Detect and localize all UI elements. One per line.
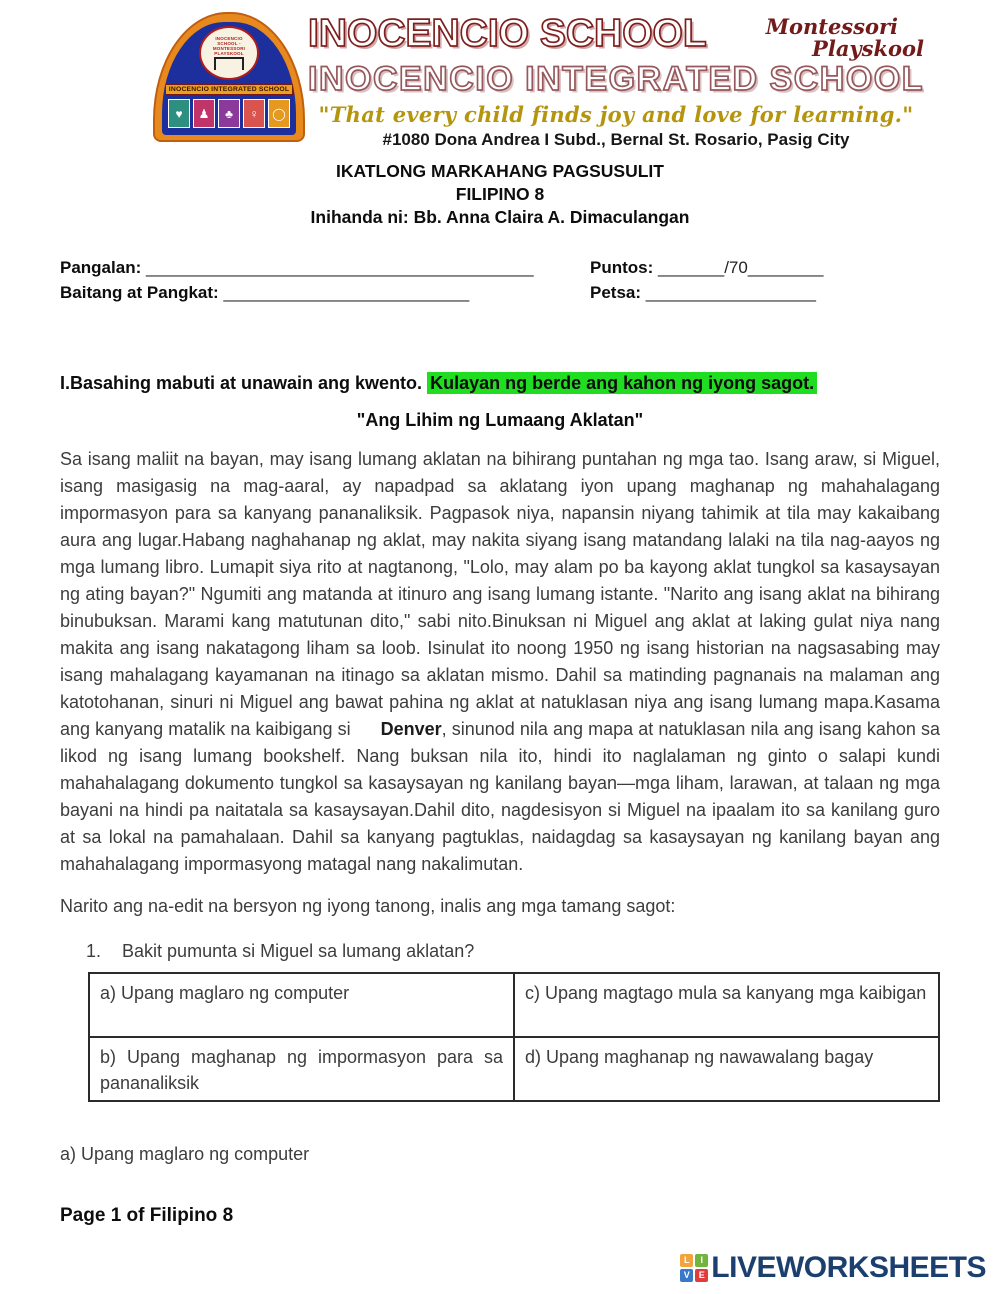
liveworksheets-grid-icon <box>680 1254 708 1282</box>
school-address: #1080 Dona Andrea I Subd., Bernal St. Rosario, Pasig City <box>382 130 850 149</box>
score-field[interactable]: _______/70________ <box>658 258 824 277</box>
heart-icon: ♥ <box>168 99 190 128</box>
exam-author: Inihanda ni: Bb. Anna Claira A. Dimaculangan <box>310 207 690 227</box>
exam-header <box>0 160 1000 229</box>
date-row <box>590 280 823 305</box>
story-text-part1: Sa isang maliit na bayan, may isang lumang aklatan na bihirang puntahan ng mga tao. Isang araw, si Miguel, isang masigasig na mag-aaral, ay napadpad sa aklatang iyon upang maghanap ng mahahalagang impormasyon para sa kanyang pananaliksik. Pagpasok niya, napansin niyang tahimik at tila may kakaibang aura ang lugar.Habang naghahanap ng aklat, may nakita siyang isang matandang lalaki na tila nag-aayos ng mga lumang libro. Lumapit siya rito at nagtanong, "Lolo, may alam po ba kayong aklat tungkol sa kasaysayan ng ating bayan?" Ngumiti ang matanda at itinuro ang isang lumang istante. "Narito ang isang aklat na bihirang binubuksan. Marami kang matutunan dito," sabi nito.Binuksan ni Miguel ang aklat at laking gulat niya nang makita ang isang nakatagong liham sa loob. Isinulat ito noong 1950 ng isang historian na nagsasabing may isang mahalagang kayamanan na itinago sa aklatan mismo. Dahil sa matinding pagnanais na malaman ang katotohanan, sinuri ni Miguel ang bawat pahina ng aklat at natuklasan niya ang isang lumang mapa.Kasama ang kanyang matalik na kaibigang si <box>60 449 940 739</box>
children-playing-art <box>214 57 244 70</box>
grade-field[interactable]: __________________________ <box>223 283 470 302</box>
school-name-line2: INOCENCIO INTEGRATED SCHOOL <box>308 60 924 98</box>
story-text-part2: , sinunod nila ang mapa at natuklasan nila ang isang kahon sa likod ng isang lumang bookshelf. Nang buksan nila ito, hindi ito naglalaman ng ginto o salapi kundi mahahalagang dokumento tungkol sa kasaysayan ng kanilang bayan—mga liham, larawan, at talaan ng mga bayani na hindi pa naitatala sa kasaysayan.Dahil dito, nagdesisyon si Miguel na ipaalam ito sa kanilang guro at sa lokal na pamahalaan. Dahil sa kanyang pagtuklas, naidagdag sa kasaysayan ng kanilang bayan ang mahahalagang impormasyong matagal nang nakalimutan. <box>60 719 940 874</box>
instruction-highlighted-text: Kulayan ng berde ang kahon ng iyong sagot. <box>427 372 817 394</box>
liveworksheets-wordmark: LIVEWORKSHEETS <box>711 1251 986 1284</box>
script-line1: Montessori <box>765 14 898 39</box>
name-field[interactable]: _________________________________________ <box>145 258 534 277</box>
crest-banner: INOCENCIO INTEGRATED SCHOOL <box>165 84 293 95</box>
logo-square-l: L <box>680 1254 693 1267</box>
story-bold-name: Denver <box>380 719 442 739</box>
dancer-icon: ♀ <box>243 99 265 128</box>
logo-square-v: V <box>680 1269 693 1282</box>
date-label: Petsa: <box>590 283 642 302</box>
choice-cell-b[interactable]: b) Upang maghanap ng impormasyon para sa pananaliksik <box>89 1037 514 1101</box>
logo-square-i: I <box>695 1254 708 1267</box>
exam-subject: FILIPINO 8 <box>455 184 545 204</box>
school-motto: "That every child finds joy and love for learning." <box>318 102 914 127</box>
student-info-fields <box>60 255 940 309</box>
worksheet-body <box>60 373 940 1227</box>
molecule-icon: ♣ <box>218 99 240 128</box>
choice-cell-a[interactable]: a) Upang maglaro ng computer <box>89 973 514 1037</box>
logo-square-e: E <box>695 1269 708 1282</box>
section1-instruction <box>60 373 940 394</box>
name-label: Pangalan: <box>60 258 142 277</box>
letterhead <box>0 0 1000 150</box>
choice-cell-d[interactable]: d) Upang maghanap ng nawawalang bagay <box>514 1037 939 1101</box>
crest-emblem-circle <box>199 26 259 80</box>
score-date-column <box>590 255 823 305</box>
answer-choices-table <box>88 972 940 1102</box>
page-footer: Page 1 of Filipino 8 <box>60 1205 234 1226</box>
instruction-text: I.Basahing mabuti at unawain ang kwento. <box>60 373 423 393</box>
question-1-text: Bakit pumunta si Miguel sa lumang aklatan? <box>122 941 475 961</box>
story-title: "Ang Lihim ng Lumaang Aklatan" <box>356 410 644 430</box>
table-row <box>89 1037 939 1101</box>
school-crest-logo <box>153 12 305 142</box>
score-label: Puntos: <box>590 258 654 277</box>
montessori-playskool-script <box>766 16 924 60</box>
story-paragraph <box>60 446 940 878</box>
exam-title: IKATLONG MARKAHANG PAGSUSULIT <box>336 161 664 181</box>
repeated-answer-line: a) Upang maglaro ng computer <box>60 1144 310 1164</box>
table-row <box>89 973 939 1037</box>
choice-cell-c[interactable]: c) Upang magtago mula sa kanyang mga kaibigan <box>514 973 939 1037</box>
script-line2: Playskool <box>812 36 924 61</box>
score-row <box>590 255 823 280</box>
oval-icon: ◯ <box>268 99 290 128</box>
question-1 <box>60 941 940 962</box>
grade-label: Baitang at Pangkat: <box>60 283 219 302</box>
school-title-block <box>308 14 924 150</box>
person-icon: ♟ <box>193 99 215 128</box>
crest-tile-row <box>168 99 290 128</box>
school-name-line1: INOCENCIO SCHOOL <box>308 12 707 55</box>
crest-arc-text: INOCENCIO SCHOOL - MONTESSORI PLAYSKOOL <box>212 36 246 56</box>
date-field[interactable]: __________________ <box>645 283 816 302</box>
edited-version-note: Narito ang na-edit na bersyon ng iyong tanong, inalis ang mga tamang sagot: <box>60 896 676 916</box>
liveworksheets-logo[interactable] <box>680 1251 986 1285</box>
question-1-number: 1. <box>86 941 102 961</box>
